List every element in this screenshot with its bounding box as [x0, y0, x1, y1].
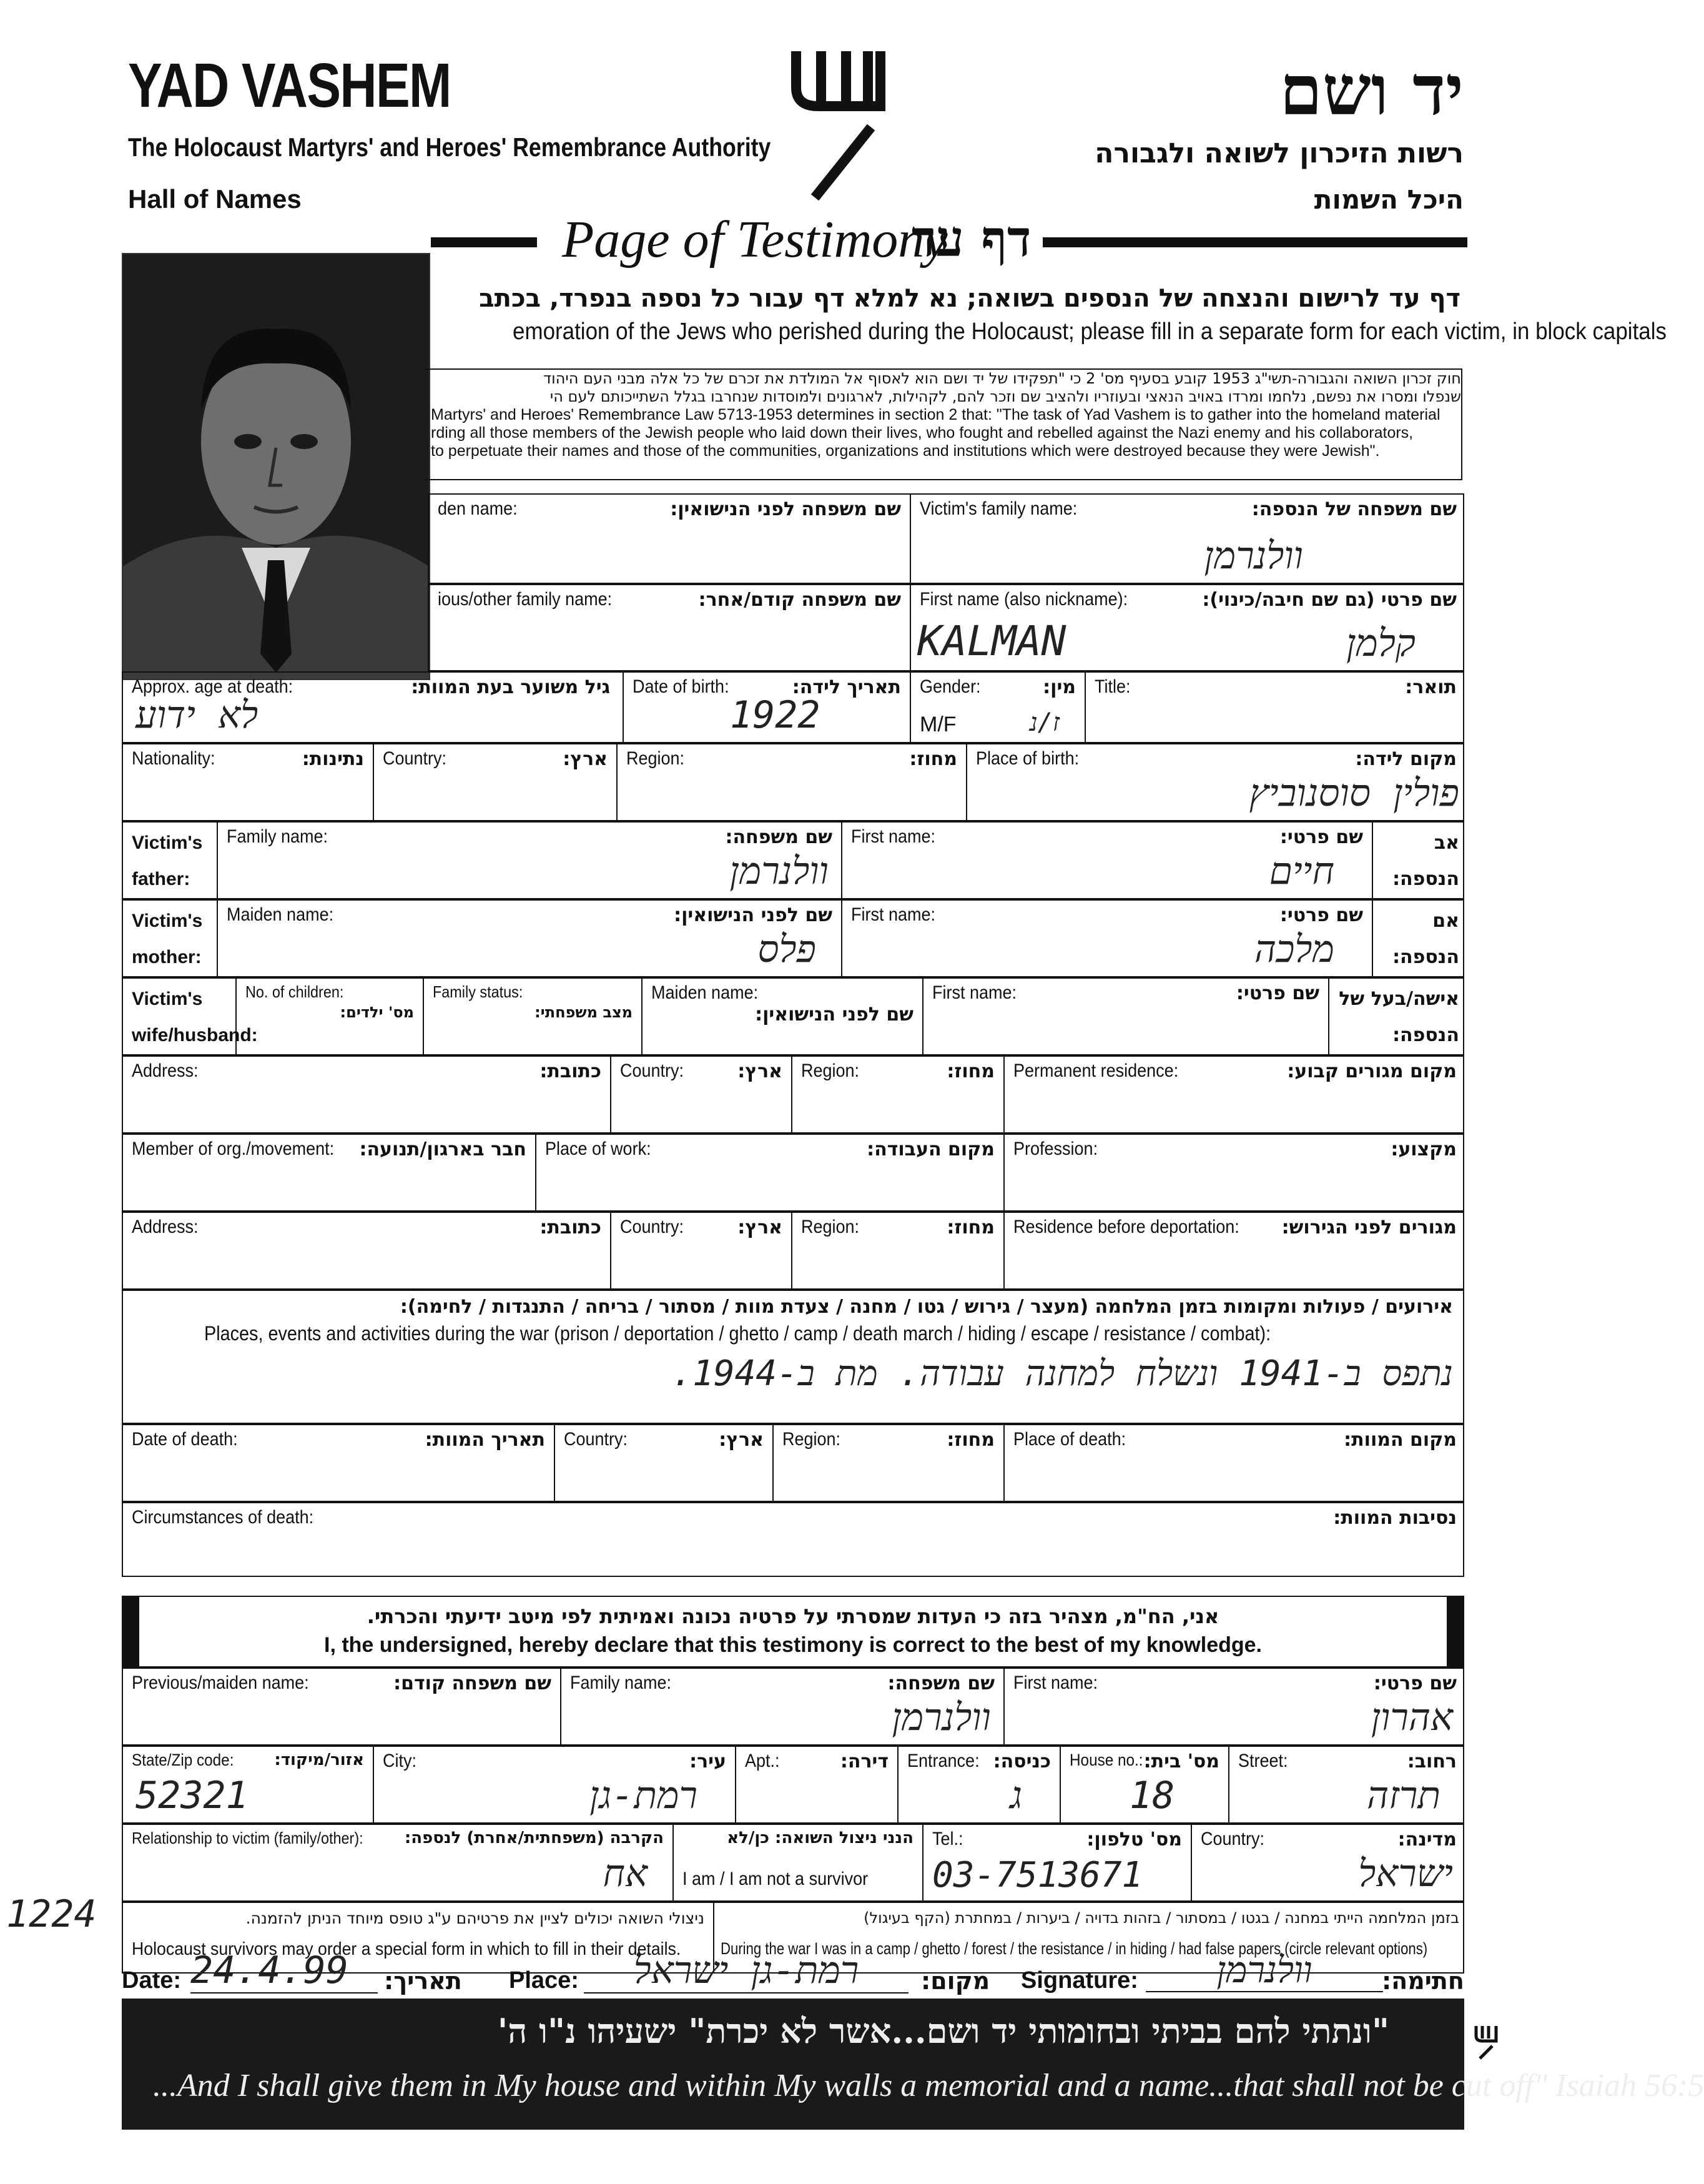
title-he: יד ושם [1279, 50, 1464, 131]
res-before-cell[interactable] [1003, 1213, 1465, 1288]
spouse-first-label: First name: [932, 982, 1017, 1003]
pob-value: פולין סוסנוביץ [1249, 771, 1459, 815]
row-family-name [428, 493, 1464, 584]
submitter-prev-label-he: שם משפחה קודם: [393, 1673, 551, 1694]
dob-value: 1922 [730, 693, 820, 737]
row-birthplace [122, 743, 1464, 821]
mother-label-cell [123, 901, 217, 976]
spouse-maiden-label: Maiden name: [651, 982, 759, 1003]
entrance-label-he: כניסה: [993, 1751, 1051, 1772]
address-cell[interactable] [123, 1057, 610, 1132]
tel-cell[interactable] [922, 1825, 1191, 1900]
hall-en: Hall of Names [128, 184, 302, 214]
street-label-he: רחוב: [1407, 1751, 1457, 1772]
city-label-he: עיר: [689, 1751, 726, 1772]
war-note-en: During the war I was in a camp / ghetto / forest / the resistance / in hiding / had false papers (circle relevant options) [721, 1939, 1428, 1958]
address-country-label: Country: [620, 1060, 684, 1081]
dod-cell[interactable] [123, 1425, 554, 1501]
age-label: Approx. age at death: [132, 676, 293, 697]
address2-region-cell[interactable] [791, 1213, 1003, 1288]
address-label-he: כתובת: [539, 1060, 601, 1082]
family-status-cell[interactable] [423, 979, 641, 1054]
survivor-label: I am / I am not a survivor [682, 1869, 869, 1889]
survivor-cell[interactable] [672, 1825, 922, 1900]
dod-label: Date of death: [132, 1429, 238, 1450]
maiden-name-cell[interactable] [429, 495, 910, 583]
profession-label-he: מקצוע: [1391, 1139, 1457, 1160]
work-cell[interactable] [535, 1135, 1003, 1210]
mother-maiden-label-he: שם לפני הנישואין: [674, 904, 832, 926]
signature-label: Signature: [1021, 1967, 1138, 1994]
father-first-value: חיים [1269, 849, 1334, 893]
address2-country-cell[interactable] [610, 1213, 791, 1288]
res-before-label: Residence before deportation: [1013, 1217, 1239, 1237]
row-events [122, 1290, 1464, 1424]
quote-en: ...And I shall give them in My house and within My walls a memorial and a name...that shall not be cut off" Isaiah 56:5 [153, 2068, 1704, 2103]
perm-res-label-he: מקום מגורים קבוע: [1287, 1060, 1457, 1082]
title-label-he: תואר: [1405, 676, 1457, 698]
signature-label-he: חתימה: [1381, 1967, 1464, 1995]
apt-cell[interactable] [735, 1747, 897, 1822]
address-country-cell[interactable] [610, 1057, 791, 1132]
father-first-label-he: שם פרטי: [1279, 826, 1363, 848]
work-label-he: מקום העבודה: [867, 1139, 995, 1160]
spouse-maiden-label-he: שם לפני הנישואין: [755, 1004, 914, 1025]
gender-label-he: מין: [1043, 676, 1076, 698]
entrance-label: Entrance: [907, 1751, 980, 1771]
subtitle-he: רשות הזיכרון לשואה ולגבורה [1095, 137, 1464, 169]
row-submitter-contact [122, 1824, 1464, 1902]
country-label: Country: [383, 748, 447, 769]
res-before-label-he: מגורים לפני הגירוש: [1281, 1217, 1457, 1238]
mother-maiden-cell[interactable] [217, 901, 841, 976]
date-place-signature-line [122, 1936, 1464, 2005]
spouse-label-he: אישה/בעל של הנספה: [1339, 988, 1459, 1046]
submitter-first-cell[interactable] [1003, 1669, 1465, 1744]
declaration-en: I, the undersigned, hereby declare that this testimony is correct to the best of my knowledge. [324, 1633, 1262, 1657]
title-rule-right [1043, 237, 1467, 247]
father-he-label-cell [1372, 823, 1465, 898]
work-label: Place of work: [545, 1139, 651, 1159]
first-name-cell[interactable] [910, 585, 1465, 670]
pob-label: Place of birth: [976, 748, 1080, 769]
row-submitter-name [122, 1668, 1464, 1746]
children-cell[interactable] [235, 979, 423, 1054]
yad-vashem-logo-icon [787, 50, 893, 206]
father-first-label: First name: [851, 826, 936, 847]
margin-number: 1224 [6, 1892, 97, 1936]
region-label-he: מחוז: [909, 748, 957, 770]
relationship-label: Relationship to victim (family/other): [132, 1829, 363, 1847]
father-label: Victim's father: [132, 833, 203, 889]
street-label: Street: [1238, 1751, 1288, 1771]
submitter-family-value: וולנרמן [892, 1696, 991, 1739]
member-cell[interactable] [123, 1135, 535, 1210]
nationality-label: Nationality: [132, 748, 215, 769]
apt-label: Apt.: [745, 1751, 780, 1771]
first-name-value-en: KALMAN [917, 617, 1066, 665]
date-label: Date: [122, 1967, 182, 1994]
row-first-name [428, 584, 1464, 671]
row-father [122, 821, 1464, 899]
gender-label: Gender: [920, 676, 981, 697]
region-label: Region: [626, 748, 685, 769]
place-label-he: מקום: [921, 1967, 990, 1995]
row-submitter-address [122, 1746, 1464, 1824]
submitter-family-label: Family name: [570, 1673, 672, 1693]
zip-label: State/Zip code: [132, 1751, 234, 1769]
city-value: רמת-גן [589, 1774, 697, 1817]
events-value: נתפס ב-1941 ונשלח למחנה עבודה. מת ב-1944. [671, 1353, 1453, 1394]
father-family-label-he: שם משפחה: [725, 826, 832, 848]
family-name-cell[interactable] [910, 495, 1465, 583]
family-name-label: Victim's family name: [920, 498, 1078, 519]
death-region-cell[interactable] [772, 1425, 1003, 1501]
first-name-label: First name (also nickname): [920, 589, 1128, 610]
relationship-label-he: הקרבה (משפחתית/אחרת) לנספה: [404, 1829, 664, 1847]
death-region-label: Region: [782, 1429, 841, 1450]
submitter-country-cell[interactable] [1191, 1825, 1465, 1900]
member-label: Member of org./movement: [132, 1139, 335, 1159]
pod-cell[interactable] [1003, 1425, 1465, 1501]
age-cell[interactable] [123, 673, 623, 742]
special-note-en: Holocaust survivors may order a special form in which to fill in their details. [132, 1939, 681, 1959]
nationality-cell[interactable] [123, 744, 373, 820]
gender-value: ז/נ [1029, 708, 1060, 737]
row-spouse [122, 977, 1464, 1055]
title-en: YAD VASHEM [128, 51, 451, 121]
children-label: No. of children: [245, 982, 344, 1001]
events-label-he: אירועים / פעולות ומקומות בזמן המלחמה (מעצר / גירוש / גטו / מחנה / צעדת מוות / מסתור / בריחה / התנגדות / לחימה): [400, 1296, 1453, 1318]
events-label: Places, events and activities during the war (prison / deportation / ghetto / camp / death march / hiding / escape / resistance / combat): [204, 1322, 1271, 1345]
member-label-he: חבר בארגון/תנועה: [359, 1139, 526, 1160]
quote-band [122, 1999, 1704, 2130]
death-country-label: Country: [564, 1429, 628, 1450]
zip-value: 52321 [135, 1774, 249, 1817]
address-country-label-he: ארץ: [737, 1060, 782, 1082]
pob-label-he: מקום לידה: [1355, 748, 1457, 770]
intro-english: emoration of the Jews who perished during the Holocaust; please fill in a separate form for each victim, in block capitals [513, 319, 1667, 345]
mother-first-value: מלכה [1254, 927, 1334, 971]
death-country-label-he: ארץ: [719, 1429, 764, 1451]
submitter-first-value: אהרון [1371, 1696, 1453, 1739]
row-work [122, 1134, 1464, 1212]
age-value: לא ידוע [135, 693, 259, 737]
maiden-name-label-he: שם משפחה לפני הנישואין: [670, 498, 901, 520]
submitter-country-label: Country: [1201, 1829, 1265, 1849]
mother-maiden-value: פלס [757, 927, 816, 971]
relationship-cell[interactable] [123, 1825, 672, 1900]
declaration [122, 1596, 1464, 1668]
entrance-value: ג [1010, 1774, 1022, 1817]
subtitle-en: The Holocaust Martyrs' and Heroes' Remembrance Authority [128, 132, 771, 162]
law-en-line-3: to perpetuate their names and those of the communities, organizations and institutions which were destroyed because they were Jewish". [431, 442, 1380, 460]
submitter-first-label: First name: [1013, 1673, 1098, 1693]
yad-vashem-small-logo-icon [1474, 2023, 1499, 2061]
age-label-he: גיל משוער בעת המוות: [411, 676, 610, 698]
law-quote [425, 368, 1462, 480]
father-label-he: אב הנספה: [1392, 832, 1459, 890]
mother-first-label-he: שם פרטי: [1279, 904, 1363, 926]
quote-he: "ונתתי להם בביתי ובחומותי יד ושם...אשר לא יכרת" ישעיהו נ"ו ה' [497, 2011, 1389, 2051]
dod-label-he: תאריך המוות: [425, 1429, 545, 1451]
family-name-label-he: שם משפחה של הנספה: [1251, 498, 1457, 520]
zip-label-he: אזור/מיקוד: [274, 1751, 364, 1769]
family-name-value: וולנרמן [1204, 534, 1303, 578]
maiden-name-label: den name: [438, 498, 518, 519]
zip-cell[interactable] [123, 1747, 373, 1822]
survivor-label-he: הנני ניצול השואה: כן/לא [727, 1829, 914, 1847]
apt-label-he: דירה: [840, 1751, 889, 1772]
first-name-value-he: קלמן [1346, 621, 1416, 665]
dob-cell[interactable] [623, 673, 910, 742]
address2-country-label-he: ארץ: [737, 1217, 782, 1238]
spouse-maiden-cell[interactable] [641, 979, 922, 1054]
address2-region-label-he: מחוז: [947, 1217, 995, 1238]
address-region-label-he: מחוז: [947, 1060, 995, 1082]
circ-label-he: נסיבות המוות: [1333, 1507, 1457, 1529]
place-label: Place: [509, 1967, 579, 1994]
mother-maiden-label: Maiden name: [227, 904, 334, 925]
children-label-he: מס' ילדים: [340, 1004, 414, 1021]
gender-cell[interactable] [910, 673, 1085, 742]
mother-he-label-cell [1372, 901, 1465, 976]
address2-country-label: Country: [620, 1217, 684, 1237]
address-region-label: Region: [801, 1060, 860, 1081]
gender-mf: M/F [920, 713, 957, 736]
death-region-label-he: מחוז: [947, 1429, 995, 1451]
title-rule-left [431, 237, 537, 247]
spouse-he-label-cell [1328, 979, 1465, 1054]
country-cell[interactable] [373, 744, 616, 820]
dob-label: Date of birth: [633, 676, 729, 697]
country-label-he: ארץ: [563, 748, 608, 770]
pod-label: Place of death: [1013, 1429, 1126, 1450]
spouse-first-cell[interactable] [922, 979, 1328, 1054]
address2-region-label: Region: [801, 1217, 860, 1237]
submitter-prev-cell[interactable] [123, 1669, 560, 1744]
house-value: 18 [1130, 1774, 1175, 1817]
house-cell[interactable] [1060, 1747, 1228, 1822]
city-label: City: [383, 1751, 416, 1771]
submitter-prev-label: Previous/maiden name: [132, 1673, 309, 1693]
law-he-line-1: חוק זכרון השואה והגבורה-תשי"ג 1953 קובע בסעיף מס' 2 כי "תפקידו של יד ושם הוא לאסוף אל המולדת את זכרם של כל אלה מבני העם היהוד [543, 370, 1461, 387]
events-cell[interactable] [123, 1291, 1465, 1423]
house-label: House no.: [1070, 1751, 1143, 1769]
profession-label: Profession: [1013, 1139, 1098, 1159]
father-label-cell [123, 823, 217, 898]
entrance-cell[interactable] [897, 1747, 1060, 1822]
profession-cell[interactable] [1003, 1135, 1465, 1210]
submitter-first-label-he: שם פרטי: [1373, 1673, 1457, 1694]
street-value: תרזה [1367, 1774, 1441, 1817]
house-label-he: מס' בית: [1143, 1751, 1219, 1772]
row-mother [122, 899, 1464, 977]
law-en-line-2: rding all those members of the Jewish people who laid down their lives, who fought and rebelled against the Nazi enemy and his collaborators, [431, 424, 1414, 442]
relationship-value: אח [603, 1852, 648, 1895]
family-status-label-he: מצב משפחתי: [534, 1004, 633, 1021]
mother-first-cell[interactable] [841, 901, 1372, 976]
war-note-he: בזמן המלחמה הייתי במחנה / בגטו / במסתור / בזהות בדויה / ביערות / במחתרת (הקף בעיגול) [864, 1909, 1459, 1927]
hall-he: היכל השמות [1314, 184, 1464, 215]
title-cell[interactable] [1085, 673, 1465, 742]
declaration-he: אני, הח"מ, מצהיר בזה כי העדות שמסרתי על פרטיה נכונה ואמיתית לפי מיטב ידיעתי והכרתי. [367, 1604, 1219, 1628]
mother-label: Victim's mother: [132, 911, 203, 967]
circ-cell[interactable] [123, 1503, 1465, 1576]
date-value[interactable]: 24.4.99 [190, 1949, 378, 1994]
page-title-he: דף עד [912, 209, 1032, 268]
spouse-label: Victim's wife/husband: [132, 989, 258, 1045]
row-circumstances [122, 1502, 1464, 1577]
special-note-he: ניצולי השואה יכולים לציין את פרטיהם ע"ג טופס מיוחד הניתן להזמנה. [245, 1909, 704, 1927]
signature-value[interactable]: וולנרמן [1146, 1949, 1383, 1992]
prev-name-label: ious/other family name: [438, 589, 613, 610]
page-title-en: Page of Testimony [562, 210, 948, 269]
address2-label-he: כתובת: [539, 1217, 601, 1238]
submitter-country-value: ישראל [1358, 1852, 1453, 1895]
father-family-cell[interactable] [217, 823, 841, 898]
law-he-line-2: שנפלו ומסרו את נפשם, נלחמו ומרדו באויב הנאצי ובעוזריו ולהציב שם וזכר להם, לקהילות, לארגונים ולמוסדות שנחרבו בגלל השתייכותם לעם הי [549, 388, 1461, 405]
mother-first-label: First name: [851, 904, 936, 925]
nationality-label-he: נתינות: [302, 748, 364, 770]
tel-label-he: מס' טלפון: [1086, 1829, 1182, 1850]
spouse-first-label-he: שם פרטי: [1236, 982, 1319, 1004]
submitter-country-label-he: מדינה: [1397, 1829, 1457, 1850]
submitter-family-label-he: שם משפחה: [887, 1673, 995, 1694]
row-address [122, 1055, 1464, 1134]
submitter-family-cell[interactable] [560, 1669, 1003, 1744]
city-cell[interactable] [373, 1747, 735, 1822]
first-name-label-he: שם פרטי (גם שם חיבה/כינוי): [1202, 589, 1457, 611]
father-family-label: Family name: [227, 826, 328, 847]
prev-name-cell[interactable] [429, 585, 910, 670]
father-family-value: וולנרמן [729, 849, 829, 893]
pob-cell[interactable] [966, 744, 1465, 820]
row-age [122, 671, 1464, 743]
street-cell[interactable] [1228, 1747, 1465, 1822]
testimony-form [122, 493, 1464, 1980]
title-label: Title: [1095, 676, 1131, 697]
dob-label-he: תאריך לידה: [792, 676, 901, 698]
address-region-cell[interactable] [791, 1057, 1003, 1132]
tel-label: Tel.: [932, 1829, 963, 1849]
prev-name-label-he: שם משפחה קודם/אחר: [698, 589, 901, 611]
address-label: Address: [132, 1060, 199, 1081]
region-cell[interactable] [616, 744, 966, 820]
place-value[interactable]: רמת-גן ישראל [584, 1949, 909, 1994]
family-status-label: Family status: [433, 982, 523, 1001]
pod-label-he: מקום המוות: [1344, 1429, 1457, 1451]
father-first-cell[interactable] [841, 823, 1372, 898]
death-country-cell[interactable] [554, 1425, 772, 1501]
address2-label: Address: [132, 1217, 199, 1237]
row-deportation [122, 1212, 1464, 1290]
perm-res-cell[interactable] [1003, 1057, 1465, 1132]
mother-label-he: אם הנספה: [1392, 910, 1459, 968]
law-en-line-1: Martyrs' and Heroes' Remembrance Law 5713-1953 determines in section 2 that: "The task of Yad Vashem is to gather into the homeland material [431, 406, 1441, 423]
perm-res-label: Permanent residence: [1013, 1060, 1179, 1081]
tel-value: 03-7513671 [932, 1855, 1143, 1895]
date-label-he: תאריך: [384, 1967, 462, 1995]
row-death [122, 1424, 1464, 1502]
spouse-label-cell [123, 979, 258, 1054]
intro-hebrew: דף עד לרישום והנצחה של הנספים בשואה; נא למלא דף עבור כל נספה בנפרד, בכתב [479, 284, 1460, 313]
circ-label: Circumstances of death: [132, 1507, 314, 1528]
address2-cell[interactable] [123, 1213, 610, 1288]
